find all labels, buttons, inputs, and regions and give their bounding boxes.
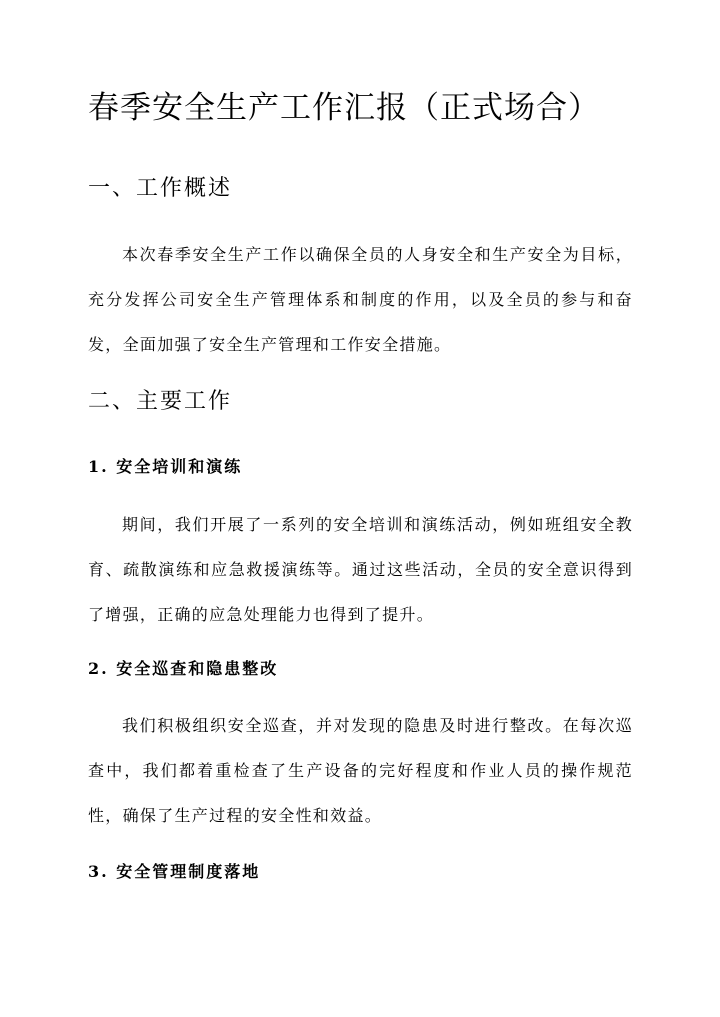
inspection-paragraph: 我们积极组织安全巡查，并对发现的隐患及时进行整改。在每次巡查中，我们都着重检查了生产设备的完好程度和作业人员的操作规范性，确保了生产过程的安全性和效益。 bbox=[88, 716, 633, 825]
overview-paragraph: 本次春季安全生产工作以确保全员的人身安全和生产安全为目标，充分发挥公司安全生产管理体系和制度的作用，以及全员的参与和奋发，全面加强了安全生产管理和工作安全措施。 bbox=[88, 245, 633, 354]
section-heading-main-work: 二、主要工作 bbox=[88, 389, 233, 414]
training-paragraph: 期间，我们开展了一系列的安全培训和演练活动，例如班组安全教育、疏散演练和应急救援演练等。通过这些活动，全员的安全意识得到了增强，正确的应急处理能力也得到了提升。 bbox=[88, 515, 633, 624]
section-heading-overview: 一、工作概述 bbox=[88, 176, 233, 201]
document-title: 春季安全生产工作汇报（正式场合） bbox=[88, 90, 600, 126]
subsection-heading-training: 1. 安全培训和演练 bbox=[88, 457, 243, 476]
subsection-heading-management-system: 3. 安全管理制度落地 bbox=[88, 862, 261, 881]
subsection-heading-inspection: 2. 安全巡查和隐患整改 bbox=[88, 659, 279, 678]
